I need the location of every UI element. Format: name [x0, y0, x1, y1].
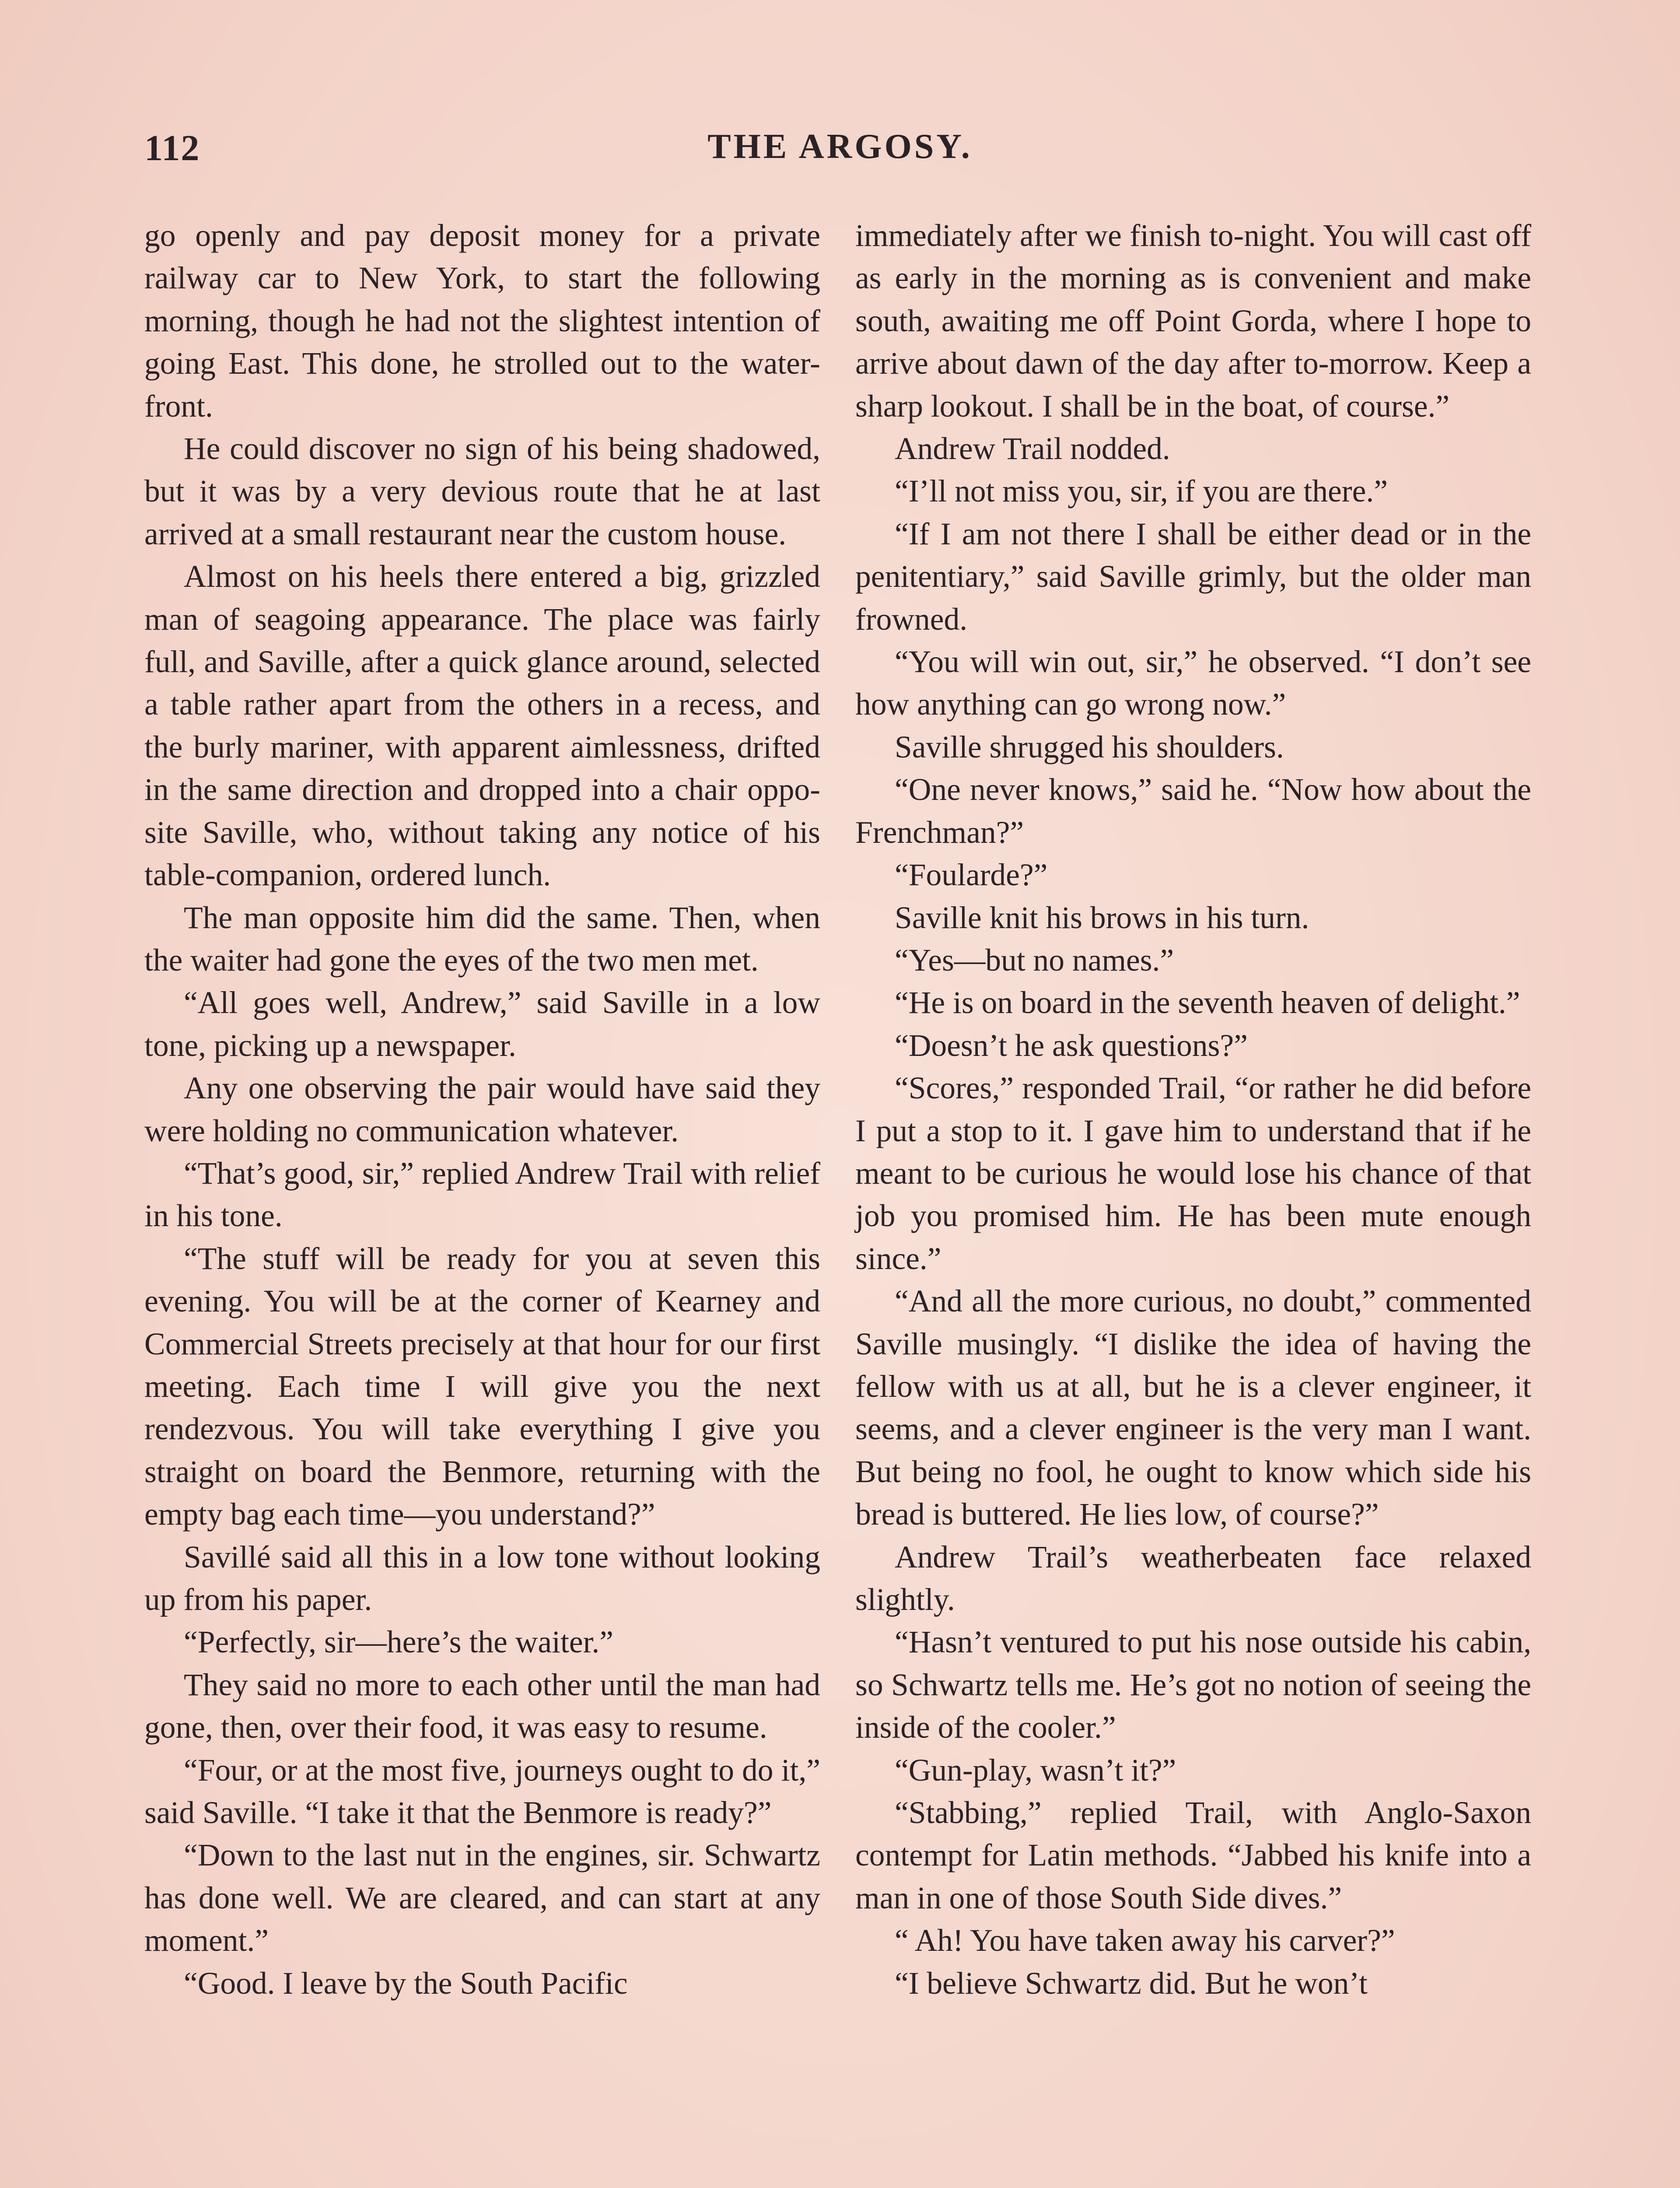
paragraph: “One never knows,” said he. “Now how about the Frenchman?”	[855, 772, 1531, 850]
paragraph: “Doesn’t he ask questions?”	[895, 1028, 1248, 1063]
paragraph: immediately after we finish to-night. You will cast off as early in the morning as is convenient and make south, awaiting me off Point Gorda, where I hope to arrive about dawn of the day after to-morrow. Keep a sharp lookout. I shall be in the boat, of course.”	[855, 218, 1531, 424]
paragraph: “Yes—but no names.”	[895, 943, 1174, 978]
paragraph: “Good. I leave by the South Pacific	[184, 1966, 628, 2001]
paragraph: “Gun-play, wasn’t it?”	[895, 1753, 1176, 1788]
running-header	[144, 127, 1536, 188]
paragraph: Saville shrugged his shoulders.	[895, 729, 1284, 764]
paragraph: Almost on his heels there entered a big, grizzled man of seagoing appearance. The place was fairly full, and Saville, after a quick glance around, selected a table rather apart from the others in a recess, and the burly mariner, with apparent aimlessness, drifted in the same direction and dropped into a chair opposite Saville, who, without taking any notice of his table-companion, ordered lunch.	[144, 559, 820, 893]
paragraph: “Hasn’t ventured to put his nose outside his cabin, so Schwartz tells me. He’s got no notion of seeing the inside of the cooler.”	[855, 1625, 1531, 1745]
paragraph: “And all the more curious, no doubt,” commented Saville musingly. “I dislike the idea of having the fellow with us at all, but he is a clever engineer, it seems, and a clever engineer is the very man I want. But being no fool, he ought to know which side his bread is buttered. He lies low, of course?”	[855, 1284, 1531, 1532]
paragraph: Saville knit his brows in his turn.	[895, 900, 1309, 935]
paragraph: “You will win out, sir,” he observed. “I don’t see how anything can go wrong now.”	[855, 645, 1531, 722]
paragraph: He could discover no sign of his being shadowed, but it was by a very devious route that he at last arrived at a small restaurant near the custom house.	[144, 431, 820, 551]
paragraph: “The stuff will be ready for you at seven this evening. You will be at the corner of Kearney and Commercial Streets precisely at that hour for our first meeting. Each time I will give you the next rendezvous. You will take everything I give you straight on board the Benmore, returning with the empty bag each time—you understand?”	[144, 1241, 820, 1532]
paragraph: “Stabbing,” replied Trail, with Anglo-Saxon contempt for Latin methods. “Jabbed his knife into a man in one of those South Side dives.”	[855, 1795, 1531, 1915]
paragraph: “I believe Schwartz did. But he won’t	[895, 1966, 1368, 2001]
paragraph: “ Ah! You have taken away his carver?”	[895, 1923, 1395, 1958]
paragraph: “Perfectly, sir—here’s the waiter.”	[184, 1625, 614, 1660]
paragraph: Any one observing the pair would have said they were holding no communication whatever.	[144, 1071, 820, 1148]
paragraph: Andrew Trail nodded.	[895, 431, 1170, 466]
left-column	[144, 214, 820, 2005]
paragraph: “Down to the last nut in the engines, sir. Schwartz has done well. We are cleared, and can start at any moment.”	[144, 1838, 820, 1958]
paragraph: “Scores,” responded Trail, “or rather he did before I put a stop to it. I gave him to understand that if he meant to be curious he would lose his chance of that job you promised him. He has been mute enough since.”	[855, 1071, 1531, 1276]
page-number: 112	[144, 128, 200, 168]
paragraph: “That’s good, sir,” replied Andrew Trail with relief in his tone.	[144, 1156, 820, 1234]
paragraph: “All goes well, Andrew,” said Saville in a low tone, picking up a newspaper.	[144, 985, 820, 1063]
paragraph: Andrew Trail’s weatherbeaten face relaxed slightly.	[855, 1539, 1531, 1617]
right-column	[855, 214, 1531, 2005]
paragraph: “Four, or at the most five, journeys ought to do it,” said Saville. “I take it that the Benmore is ready?”	[144, 1753, 820, 1830]
paragraph: go openly and pay deposit money for a private railway car to New York, to start the following morning, though he had not the slightest intention of going East. This done, he strolled out to the water-front.	[144, 218, 820, 424]
paragraph: The man opposite him did the same. Then, when the waiter had gone the eyes of the two men met.	[144, 900, 820, 978]
paragraph: “I’ll not miss you, sir, if you are there.”	[895, 474, 1388, 509]
paragraph: They said no more to each other until the man had gone, then, over their food, it was easy to resume.	[144, 1667, 820, 1745]
running-title: THE ARGOSY.	[707, 127, 973, 166]
paragraph: “If I am not there I shall be either dead or in the penitentiary,” said Saville grimly, but the older man frowned.	[855, 516, 1531, 637]
paragraph: “Foularde?”	[895, 858, 1048, 893]
paragraph: “He is on board in the seventh heaven of delight.”	[895, 985, 1520, 1020]
paragraph: Savillé said all this in a low tone without looking up from his paper.	[144, 1539, 820, 1617]
